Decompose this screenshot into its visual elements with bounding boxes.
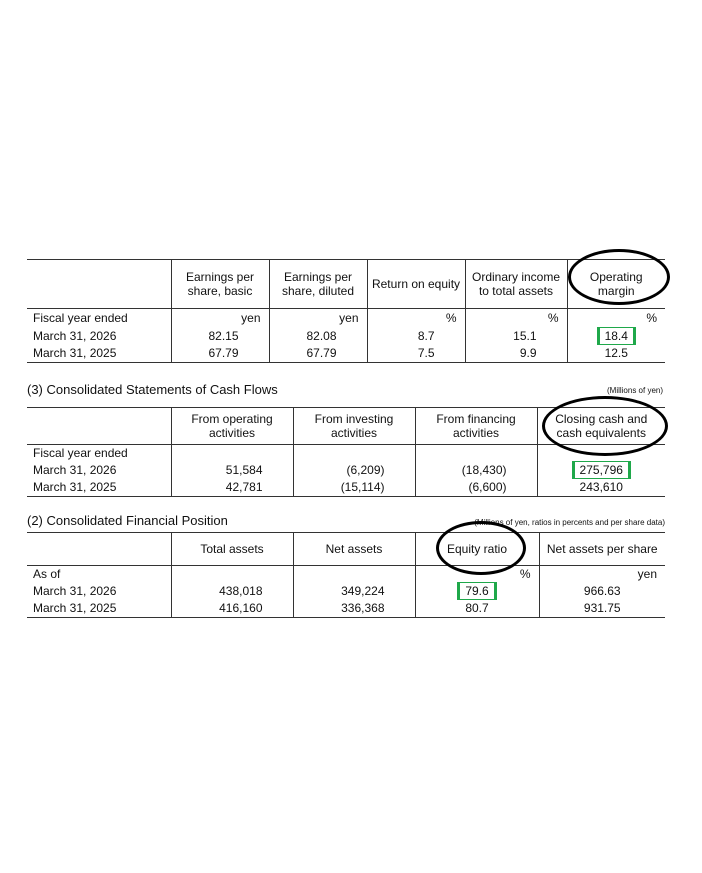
- table-row: [27, 582, 665, 600]
- header-financing-activities: From financing activities: [415, 408, 537, 445]
- row-label: March 31, 2025: [33, 601, 117, 616]
- header-ordinary-income-ratio: Ordinary income to total assets: [465, 260, 567, 309]
- unit-cell: %: [567, 309, 665, 327]
- value-cell: 7.5: [367, 345, 465, 363]
- value-cell: 243,610: [537, 479, 665, 497]
- value-cell: 8.7: [367, 327, 465, 345]
- value-cell-highlighted: [537, 461, 665, 479]
- header-eps-diluted: Earnings per share, diluted: [269, 260, 367, 309]
- value-cell: 12.5: [567, 345, 665, 363]
- value-cell: 15.1: [465, 327, 567, 345]
- header-equity-ratio: Equity ratio: [415, 533, 539, 566]
- value-cell: 42,781: [171, 479, 293, 497]
- unit-cell: yen: [171, 309, 269, 327]
- row-label: March 31, 2025: [33, 346, 117, 361]
- highlight-box: 79.6: [461, 584, 492, 598]
- value-cell: 9.9: [465, 345, 567, 363]
- header-operating-activities: From operating activities: [171, 408, 293, 445]
- header-blank: [27, 408, 171, 445]
- header-closing-cash: Closing cash and cash equivalents: [537, 408, 665, 445]
- header-net-assets: Net assets: [293, 533, 415, 566]
- value-cell: 80.7: [415, 600, 539, 618]
- unit-cell: %: [465, 309, 567, 327]
- value-cell: 336,368: [293, 600, 415, 618]
- unit-cell: %: [415, 566, 539, 582]
- row-label: March 31, 2026: [33, 462, 117, 477]
- value-cell: 51,584: [171, 461, 293, 479]
- section-title-cash-flows: (3) Consolidated Statements of Cash Flows: [27, 382, 278, 397]
- value-cell: 438,018: [171, 582, 293, 600]
- results-table: [27, 259, 665, 363]
- header-blank: [27, 260, 171, 309]
- units-note: (Millions of yen): [606, 386, 663, 395]
- value-cell: 82.08: [269, 327, 367, 345]
- financial-position-table: [27, 532, 665, 618]
- value-cell: (15,114): [293, 479, 415, 497]
- table-row: [27, 327, 665, 345]
- highlight-box: 18.4: [601, 329, 632, 343]
- unit-cell: %: [367, 309, 465, 327]
- value-cell: 416,160: [171, 600, 293, 618]
- header-operating-margin: Operating margin: [567, 260, 665, 309]
- unit-cell: [293, 566, 415, 582]
- unit-cell: yen: [269, 309, 367, 327]
- value-cell-highlighted: [415, 582, 539, 600]
- table-row: [27, 600, 665, 618]
- value-cell: (18,430): [415, 461, 537, 479]
- fiscal-label: Fiscal year ended: [33, 445, 128, 460]
- row-label: March 31, 2026: [33, 583, 117, 598]
- value-cell: 67.79: [269, 345, 367, 363]
- header-net-assets-per-share: Net assets per share: [539, 533, 665, 566]
- section-title-financial-position: (2) Consolidated Financial Position: [27, 513, 228, 528]
- header-roe: Return on equity: [367, 260, 465, 309]
- value-cell: 931.75: [539, 600, 665, 618]
- header-total-assets: Total assets: [171, 533, 293, 566]
- value-cell: 966.63: [539, 582, 665, 600]
- table-row: [27, 461, 665, 479]
- as-of-label: As of: [33, 566, 61, 581]
- cash-flows-table: [27, 407, 665, 497]
- row-label: March 31, 2026: [33, 328, 117, 343]
- highlight-box: 275,796: [576, 463, 627, 477]
- fiscal-label: Fiscal year ended: [33, 310, 128, 325]
- unit-cell: yen: [539, 566, 665, 582]
- value-cell: (6,600): [415, 479, 537, 497]
- header-blank: [27, 533, 171, 566]
- value-cell: (6,209): [293, 461, 415, 479]
- table-row: [27, 479, 665, 497]
- header-eps-basic: Earnings per share, basic: [171, 260, 269, 309]
- row-label: March 31, 2025: [33, 480, 117, 495]
- table-row: [27, 345, 665, 363]
- value-cell: 349,224: [293, 582, 415, 600]
- value-cell: 67.79: [171, 345, 269, 363]
- value-cell-highlighted: [567, 327, 665, 345]
- header-investing-activities: From investing activities: [293, 408, 415, 445]
- units-note: (Millions of yen, ratios in percents and per share data): [474, 518, 665, 527]
- value-cell: 82.15: [171, 327, 269, 345]
- unit-cell: [171, 566, 293, 582]
